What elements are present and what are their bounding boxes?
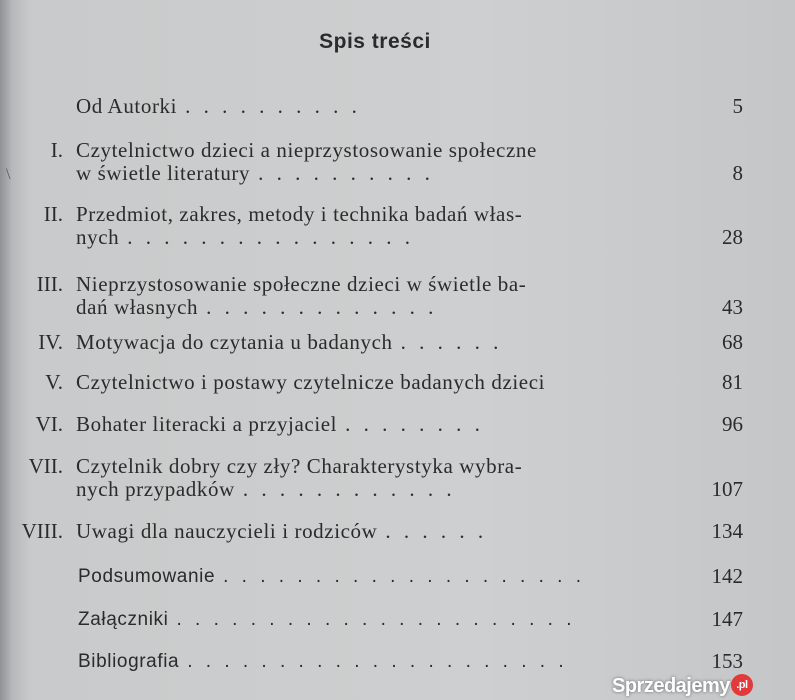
- chapter-title: [76, 331, 743, 354]
- page-number: 81: [722, 370, 743, 394]
- toc-entry: [0, 371, 795, 394]
- toc-entry: [0, 650, 795, 673]
- page-number: 134: [711, 519, 743, 543]
- title-text: Czytelnik dobry czy zły? Charakterystyka wybra-: [76, 454, 523, 478]
- title-line: [76, 455, 743, 478]
- title-text: Przedmiot, zakres, metody i technika badań włas-: [76, 202, 523, 226]
- toc-entry: [0, 520, 795, 543]
- page-number: 147: [711, 607, 743, 631]
- page-number: 107: [711, 477, 743, 501]
- chapter-title: [76, 139, 743, 185]
- title-text: Uwagi dla nauczycieli i rodziców: [76, 519, 378, 543]
- chapter-title: [76, 455, 743, 501]
- watermark-suffix: .pl: [731, 674, 753, 696]
- chapter-number: I.: [50, 138, 63, 162]
- leader-dots: . . . . . . . . . . . .: [242, 477, 456, 501]
- toc-entry: [0, 565, 795, 588]
- title-text: Od Autorki: [76, 94, 178, 118]
- watermark-logo: [612, 674, 753, 698]
- title-line: [76, 371, 743, 394]
- chapter-number: IV.: [38, 330, 63, 354]
- title-line: [76, 331, 743, 354]
- title-text: Motywacja do czytania u badanych: [76, 330, 393, 354]
- title-text: Bibliografia: [78, 651, 180, 672]
- leader-dots: . . . . . . . . . .: [258, 161, 434, 185]
- title-line: [76, 139, 743, 162]
- leader-dots: . . . . . . . . . . . . . . . . . . . . .: [187, 651, 568, 672]
- watermark-text: Sprzedajemy: [612, 675, 730, 697]
- toc-entry: [0, 139, 795, 185]
- title-line: [76, 203, 743, 226]
- page-number: 96: [722, 412, 743, 436]
- title-line: [76, 520, 743, 543]
- toc-entry: [0, 608, 795, 631]
- title-text: Czytelnictwo dzieci a nieprzystosowanie społeczne: [76, 138, 537, 162]
- leader-dots: . . . . . . . . . . . . . . . . . . . .: [223, 566, 585, 587]
- title-text: Czytelnictwo i postawy czytelnicze badanych dzieci: [76, 370, 546, 394]
- title-text: Załączniki: [78, 609, 169, 630]
- title-line: [76, 162, 743, 185]
- toc-entry: [0, 273, 795, 319]
- chapter-number: VI.: [35, 412, 63, 436]
- title-line: [76, 95, 743, 118]
- title-text: nych: [76, 225, 120, 249]
- title-text: w świetle literatury: [76, 161, 251, 185]
- page-number: 28: [722, 225, 743, 249]
- title-text: nych przypadków: [76, 477, 235, 501]
- leader-dots: . . . . . . . .: [345, 412, 484, 436]
- chapter-title: [76, 273, 743, 319]
- chapter-number: VII.: [28, 454, 63, 478]
- leader-dots: . . . . . . . . . . . . . . . .: [127, 225, 414, 249]
- title-line: [78, 565, 743, 588]
- toc-entry: [0, 455, 795, 501]
- chapter-title: [76, 95, 743, 118]
- leader-dots: . . . . . . . . . . . . . . . . . . . . . .: [176, 609, 576, 630]
- title-line: [76, 478, 743, 501]
- chapter-title: [76, 520, 743, 543]
- page-title: Spis treści: [319, 30, 431, 53]
- page-number: 5: [732, 94, 743, 118]
- page-number: 8: [732, 161, 743, 185]
- leader-dots: . . . . . .: [385, 519, 488, 543]
- toc-entry: [0, 203, 795, 249]
- chapter-title: [76, 413, 743, 436]
- chapter-title: [76, 371, 743, 394]
- toc-entry: [0, 95, 795, 118]
- toc-entry: [0, 413, 795, 436]
- page-number: 142: [711, 564, 743, 588]
- title-line: [78, 650, 743, 673]
- chapter-title: [76, 203, 743, 249]
- chapter-number: III.: [36, 272, 63, 296]
- title-line: [78, 608, 743, 631]
- margin-mark: \: [6, 166, 11, 183]
- page-number: 43: [722, 295, 743, 319]
- title-text: dań własnych: [76, 295, 199, 319]
- chapter-number: II.: [43, 202, 63, 226]
- title-line: [76, 226, 743, 249]
- page-number: 153: [711, 649, 743, 673]
- chapter-title: [78, 565, 743, 588]
- toc-entry: [0, 331, 795, 354]
- title-text: Bohater literacki a przyjaciel: [76, 412, 338, 436]
- title-text: Podsumowanie: [78, 566, 216, 587]
- leader-dots: . . . . . . . . . .: [185, 94, 361, 118]
- title-line: [76, 273, 743, 296]
- title-line: [76, 413, 743, 436]
- chapter-number: V.: [45, 370, 63, 394]
- title-line: [76, 296, 743, 319]
- leader-dots: . . . . . . . . . . . . .: [206, 295, 438, 319]
- title-text: Nieprzystosowanie społeczne dzieci w świetle ba-: [76, 272, 527, 296]
- page-number: 68: [722, 330, 743, 354]
- chapter-title: [78, 608, 743, 631]
- chapter-title: [78, 650, 743, 673]
- chapter-number: VIII.: [21, 519, 63, 543]
- leader-dots: . . . . . .: [400, 330, 503, 354]
